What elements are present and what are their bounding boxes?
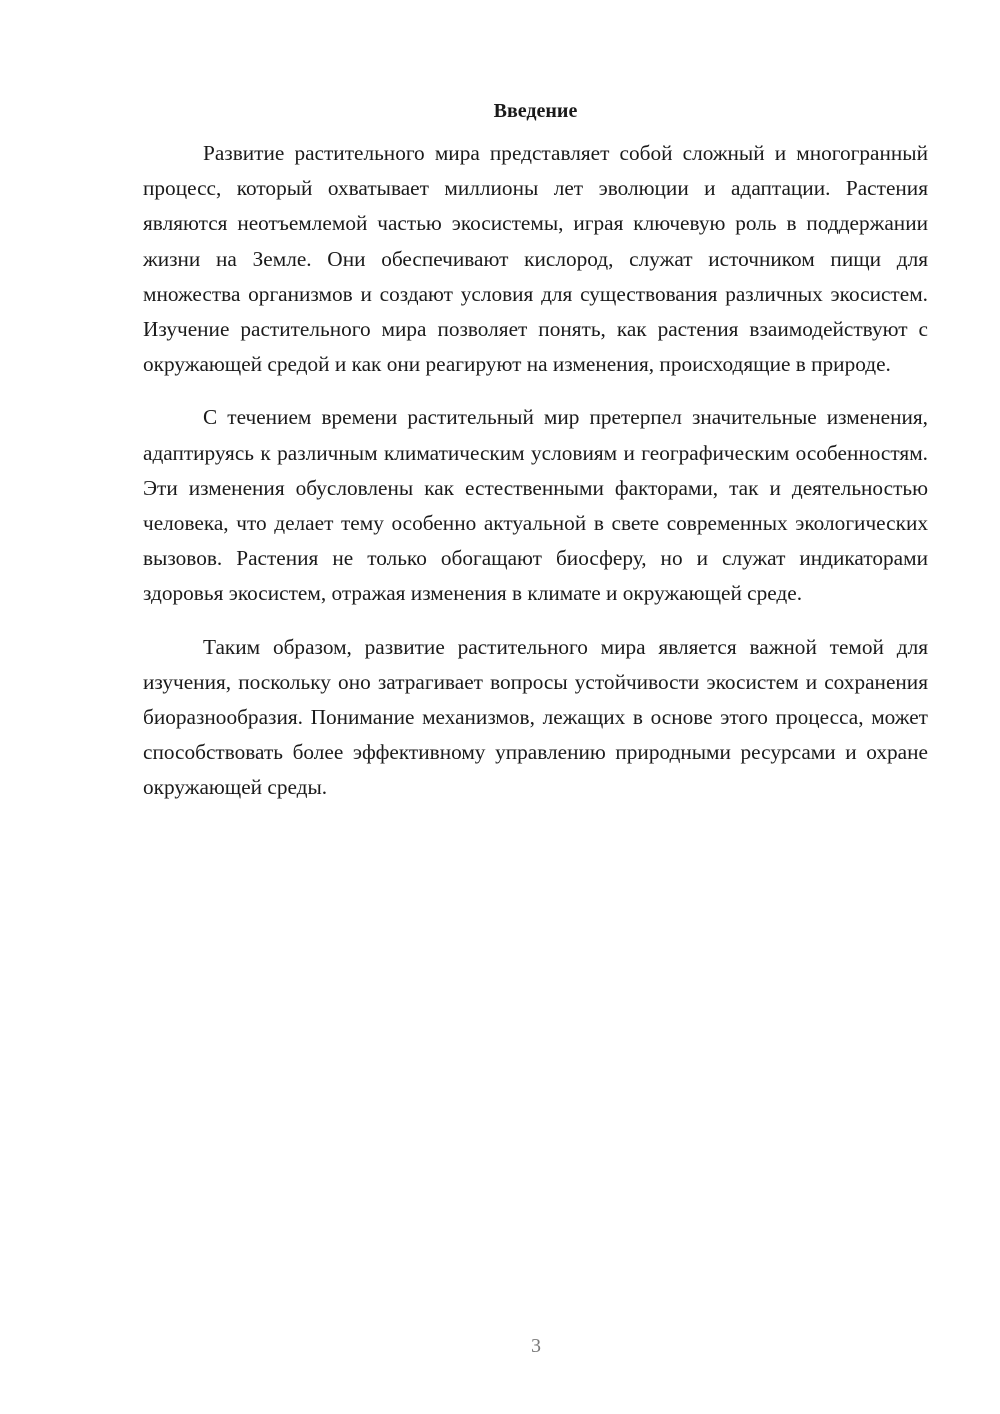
page-content [143,96,928,824]
page-number: 3 [531,1335,541,1357]
section-title: Введение [493,100,578,122]
paragraph-2: С течением времени растительный мир претерпел значительные изменения, адаптируясь к различным климатическим условиям и географическим особенностям. Эти изменения обусловлены как естественными факторами, так и деятельностью человека, что делает тему особенно актуальной в свете современных экологических вызовов. Растения не только обогащают биосферу, но и служат индикаторами здоровья экосистем, отражая изменения в климате и окружающей среде. [143,405,928,606]
paragraph-1: Развитие растительного мира представляет собой сложный и многогранный процесс, который охватывает миллионы лет эволюции и адаптации. Растения являются неотъемлемой частью экосистемы, играя ключевую роль в поддержании жизни на Земле. Они обеспечивают кислород, служат источником пищи для множества организмов и создают условия для существования различных экосистем. Изучение растительного мира позволяет понять, как растения взаимодействуют с окружающей средой и как они реагируют на изменения, происходящие в природе. [143,141,928,377]
paragraph-3: Таким образом, развитие растительного мира является важной темой для изучения, поскольку оно затрагивает вопросы устойчивости экосистем и сохранения биоразнообразия. Понимание механизмов, лежащих в основе этого процесса, может способствовать более эффективному управлению природными ресурсами и охране окружающей среды. [143,634,928,800]
